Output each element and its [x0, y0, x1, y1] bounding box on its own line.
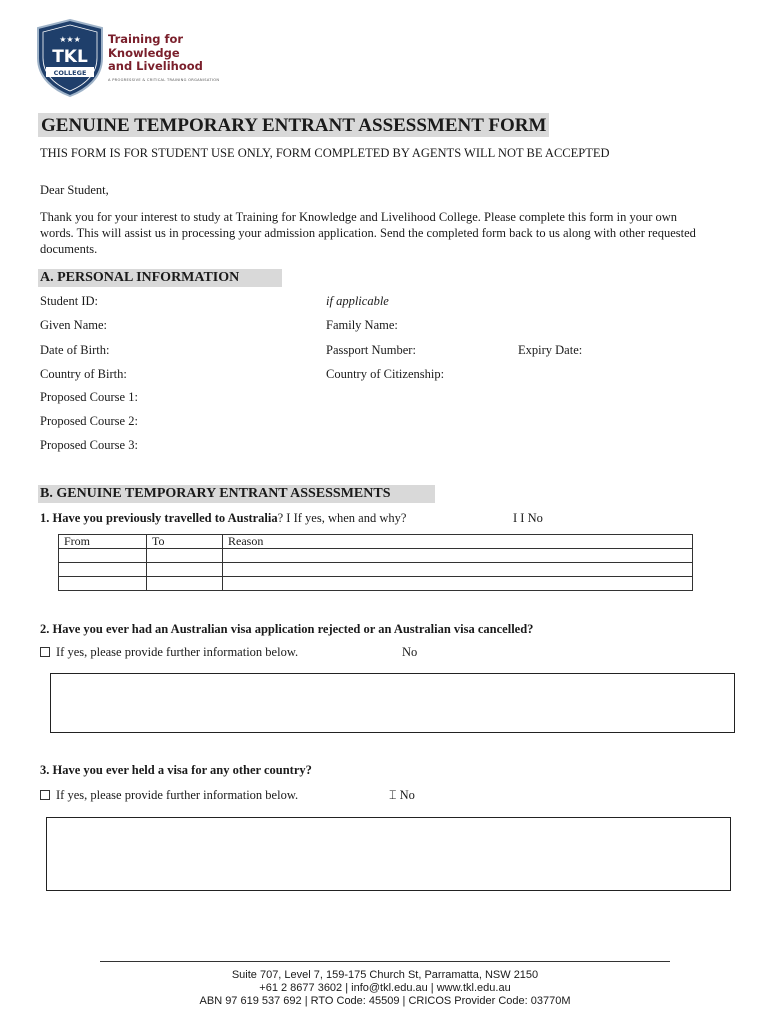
- greeting: Dear Student,: [40, 183, 109, 197]
- q3-yes-option[interactable]: If yes, please provide further information below.: [40, 788, 298, 803]
- brand-name: Training for Knowledge and Livelihood: [108, 32, 203, 73]
- table-cell[interactable]: [147, 577, 223, 591]
- q3-details-box[interactable]: [46, 817, 731, 891]
- table-row: [59, 549, 693, 563]
- given-name-label: Given Name:: [40, 318, 107, 332]
- col-reason: Reason: [223, 535, 693, 549]
- table-cell[interactable]: [147, 549, 223, 563]
- tkl-logo: [34, 18, 106, 98]
- q1-no-option[interactable]: I I No: [513, 511, 543, 525]
- q3-no-option[interactable]: ⌶ No: [389, 788, 415, 802]
- family-name-label: Family Name:: [326, 318, 398, 332]
- shield-icon: [34, 18, 106, 98]
- q2-details-box[interactable]: [50, 673, 735, 733]
- table-row: [59, 577, 693, 591]
- table-cell[interactable]: [59, 577, 147, 591]
- checkbox-icon[interactable]: [40, 647, 50, 657]
- table-cell[interactable]: [223, 577, 693, 591]
- course-2-label: Proposed Course 2:: [40, 414, 138, 428]
- table-cell[interactable]: [59, 563, 147, 577]
- table-cell[interactable]: [223, 549, 693, 563]
- footer-contact: +61 2 8677 3602 | info@tkl.edu.au | www.tkl.edu.au: [259, 982, 511, 994]
- logo-stars: ★★★: [59, 35, 81, 44]
- question-3: 3. Have you ever held a visa for any other country?: [40, 763, 312, 777]
- form-subtitle: THIS FORM IS FOR STUDENT USE ONLY, FORM COMPLETED BY AGENTS WILL NOT BE ACCEPTED: [40, 146, 610, 160]
- table-cell[interactable]: [59, 549, 147, 563]
- q2-yes-option[interactable]: If yes, please provide further information below.: [40, 645, 298, 660]
- dob-label: Date of Birth:: [40, 343, 110, 357]
- col-to: To: [147, 535, 223, 549]
- form-title: GENUINE TEMPORARY ENTRANT ASSESSMENT FORM: [38, 113, 549, 137]
- section-a-heading: A. PERSONAL INFORMATION: [38, 269, 282, 287]
- q2-no-option[interactable]: No: [402, 645, 418, 659]
- table-header-row: [59, 535, 693, 549]
- table-cell[interactable]: [223, 563, 693, 577]
- expiry-label: Expiry Date:: [518, 343, 583, 357]
- logo-abbr: TKL: [52, 47, 88, 67]
- col-from: From: [59, 535, 147, 549]
- course-1-label: Proposed Course 1:: [40, 390, 138, 404]
- table-row: [59, 563, 693, 577]
- no-mark-icon: ⌶: [389, 788, 397, 802]
- footer-divider: [100, 961, 670, 962]
- student-id-label: Student ID:: [40, 294, 98, 308]
- intro-paragraph: Thank you for your interest to study at Training for Knowledge and Livelihood College. Please complete this form in your own words. This will assist us in processing your admission application. Send the completed form back to us along with other requested documents.: [40, 210, 696, 256]
- travel-history-table: [58, 534, 693, 591]
- footer-address: Suite 707, Level 7, 159-175 Church St, Parramatta, NSW 2150: [231, 969, 539, 981]
- country-citizenship-label: Country of Citizenship:: [326, 367, 445, 381]
- brand-tagline: A PROGRESSIVE & CRITICAL TRAINING ORGANISATION: [108, 78, 220, 82]
- footer-codes: ABN 97 619 537 692 | RTO Code: 45509 | CRICOS Provider Code: 03770M: [199, 995, 571, 1007]
- checkbox-icon[interactable]: [40, 790, 50, 800]
- logo-college: COLLEGE: [53, 69, 87, 77]
- question-1: 1. Have you previously travelled to Australia? I If yes, when and why?: [40, 511, 407, 525]
- if-applicable-note: if applicable: [326, 294, 389, 308]
- passport-label: Passport Number:: [326, 343, 416, 357]
- course-3-label: Proposed Course 3:: [40, 438, 138, 452]
- section-b-heading: B. GENUINE TEMPORARY ENTRANT ASSESSMENTS: [38, 485, 435, 503]
- country-birth-label: Country of Birth:: [40, 367, 127, 381]
- table-cell[interactable]: [147, 563, 223, 577]
- question-2: 2. Have you ever had an Australian visa application rejected or an Australian visa cancelled?: [40, 622, 534, 636]
